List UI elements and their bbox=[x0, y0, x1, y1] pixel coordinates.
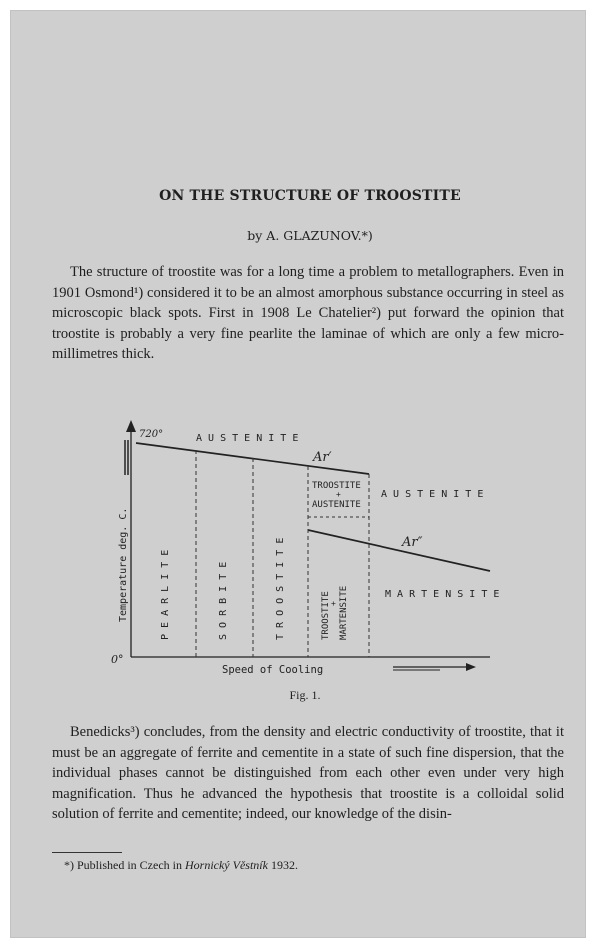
mix-plus: + bbox=[336, 490, 341, 499]
footnote-rule bbox=[52, 852, 122, 853]
ar-double-prime-label: Ar″ bbox=[402, 535, 423, 550]
region-martensite: M A R T E N S I T E bbox=[385, 589, 500, 600]
footnote bbox=[64, 858, 298, 873]
author-line: by A. GLAZUNOV.*) bbox=[247, 228, 373, 243]
x-axis-label: Speed of Cooling bbox=[222, 664, 324, 676]
col-troostite-martensite-3: MARTENSITE bbox=[339, 585, 349, 640]
ar-double-prime-line bbox=[308, 530, 490, 571]
y-top-label: 720° bbox=[139, 429, 164, 440]
col-pearlite: P E A R L I T E bbox=[160, 549, 171, 640]
col-troostite: T R O O S T I T E bbox=[275, 537, 286, 640]
y-zero-label: 0° bbox=[111, 653, 124, 666]
footnote-year: 1932. bbox=[267, 858, 298, 872]
mix-troostite-austenite-label: TROOSTITE bbox=[312, 481, 361, 491]
region-austenite-right: A U S T E N I T E bbox=[381, 489, 484, 500]
footnote-journal: Hornický Věstník bbox=[184, 858, 268, 872]
paragraph-intro: The structure of troostite was for a long time a problem to metallographers. Even in 1901 Osmond¹) considered it to be an almost amorphous substance occurring in steel as microscopic black spots. First in 1908 Le Chatelier²) put forward the opinion that troostite is probably a very fine pearlite the laminae of which are only a few micro-millimetres thick. bbox=[52, 264, 564, 362]
y-axis-arrow bbox=[126, 420, 136, 432]
figure-caption: Fig. 1. bbox=[289, 688, 321, 702]
col-sorbite: S O R B I T E bbox=[218, 561, 229, 640]
paragraph-benedicks: Benedicks³) concludes, from the density and electric conductivity of troostite, that it must be an aggregate of ferrite and cementite in a state of such fine dispersion, that the individual phases cannot be distinguished from each other even under very high magnification. Thus he advanced the hypothesis that troostite is a colloidal solid solution of ferrite and cementite; indeed, our knowledge of the disin- bbox=[52, 724, 564, 822]
region-austenite-top: A U S T E N I T E bbox=[196, 433, 299, 444]
mix-austenite-label: AUSTENITE bbox=[312, 500, 361, 510]
ar-prime-label: Ar′ bbox=[313, 450, 332, 465]
paper-title: ON THE STRUCTURE OF TROOSTITE bbox=[159, 188, 461, 204]
y-axis-label: Temperature deg. C. bbox=[118, 507, 129, 622]
col-troostite-martensite-2: + bbox=[329, 601, 338, 606]
footnote-prefix: *) Published in Czech in bbox=[64, 858, 185, 872]
col-troostite-martensite-1: TROOSTITE bbox=[321, 591, 331, 640]
